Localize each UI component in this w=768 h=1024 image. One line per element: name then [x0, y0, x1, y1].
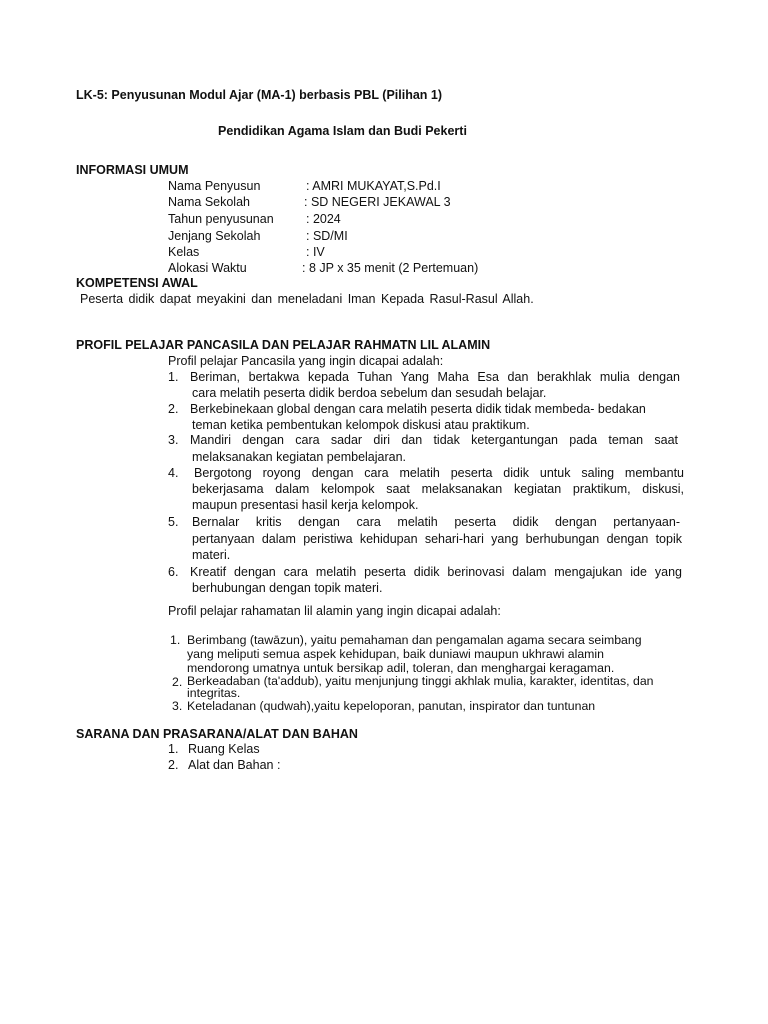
document-title: LK-5: Penyusunan Modul Ajar (MA-1) berbasis PBL (Pilihan 1): [76, 88, 443, 102]
rahmatan-intro: Profil pelajar rahamatan lil alamin yang ingin dicapai adalah:: [168, 604, 501, 618]
kompetensi-awal-text: Peserta didik dapat meyakini dan meneladani Iman Kepada Rasul-Rasul Allah.: [80, 292, 534, 306]
list-item: Ruang Kelas: [188, 742, 260, 756]
info-label: Alokasi Waktu: [168, 261, 247, 275]
list-item-line: Keteladanan (qudwah),yaitu kepeloporan, panutan, inspirator dan tuntunan: [187, 699, 596, 713]
list-item-line: Bergotong royong dengan cara melatih peserta didik untuk saling membantu: [194, 466, 684, 480]
info-value: : SD/MI: [306, 229, 348, 243]
list-item-line: maupun presentasi hasil kerja kelompok.: [192, 498, 419, 512]
list-number: 2.: [172, 675, 183, 689]
list-item-line: Berimbang (tawāzun), yaitu pemahaman dan pengamalan agama secara seimbang: [187, 633, 642, 647]
list-item-line: melaksanakan kegiatan pembelajaran.: [192, 450, 407, 464]
list-item-line: Kreatif dengan cara melatih peserta didik berinovasi dalam mengajukan ide yang: [190, 565, 682, 579]
info-label: Jenjang Sekolah: [168, 229, 261, 243]
list-item-line: mendorong umatnya untuk bersikap adil, toleran, dan menghargai keragaman.: [187, 661, 615, 675]
list-number: 1.: [170, 633, 181, 647]
list-number: 6.: [168, 565, 179, 579]
informasi-umum-heading: INFORMASI UMUM: [76, 163, 189, 177]
list-item-line: Berkebinekaan global dengan cara melatih peserta didik tidak membeda- bedakan: [190, 402, 646, 416]
list-number: 3.: [168, 433, 179, 447]
list-item-line: teman ketika pembentukan kelompok diskusi atau praktikum.: [192, 418, 530, 432]
list-item-line: Beriman, bertakwa kepada Tuhan Yang Maha Esa dan berakhlak mulia dengan: [190, 370, 680, 384]
list-number: 1.: [168, 742, 179, 756]
list-item-line: Berkeadaban (ta'addub), yaitu menjunjung tinggi akhlak mulia, karakter, identitas, dan: [187, 674, 654, 688]
info-label: Nama Penyusun: [168, 179, 261, 193]
subject-title: Pendidikan Agama Islam dan Budi Pekerti: [218, 124, 467, 138]
list-item-line: bekerjasama dalam kelompok saat melaksanakan kegiatan praktikum, diskusi,: [192, 482, 684, 496]
list-item: Alat dan Bahan :: [188, 758, 281, 772]
list-item-line: materi.: [192, 548, 231, 562]
list-item-line: integritas.: [187, 686, 241, 700]
list-item-line: berhubungan dengan topik materi.: [192, 581, 383, 595]
list-item-line: cara melatih peserta didik berdoa sebelum dan sesudah belajar.: [192, 386, 547, 400]
info-label: Kelas: [168, 245, 200, 259]
info-value: : IV: [306, 245, 325, 259]
list-number: 4.: [168, 466, 179, 480]
list-number: 2.: [168, 758, 179, 772]
info-value: : 2024: [306, 212, 341, 226]
kompetensi-awal-heading: KOMPETENSI AWAL: [76, 276, 198, 290]
list-number: 5.: [168, 515, 179, 529]
list-item-line: yang meliputi semua aspek kehidupan, baik duniawi maupun ukhrawi alamin: [187, 647, 604, 661]
info-label: Tahun penyusunan: [168, 212, 274, 226]
list-item-line: Mandiri dengan cara sadar diri dan tidak ketergantungan pada teman saat: [190, 433, 678, 447]
pancasila-intro: Profil pelajar Pancasila yang ingin dicapai adalah:: [168, 354, 444, 368]
list-item-line: Bernalar kritis dengan cara melatih peserta didik dengan pertanyaan-: [192, 515, 680, 529]
profil-heading: PROFIL PELAJAR PANCASILA DAN PELAJAR RAHMATN LIL ALAMIN: [76, 338, 491, 352]
list-number: 2.: [168, 402, 179, 416]
list-number: 1.: [168, 370, 179, 384]
info-value: : 8 JP x 35 menit (2 Pertemuan): [302, 261, 479, 275]
info-label: Nama Sekolah: [168, 195, 250, 209]
info-value: : SD NEGERI JEKAWAL 3: [304, 195, 451, 209]
info-value: : AMRI MUKAYAT,S.Pd.I: [306, 179, 441, 193]
list-number: 3.: [172, 699, 183, 713]
list-item-line: pertanyaan dalam peristiwa kehidupan sehari-hari yang berhubungan dengan topik: [192, 532, 682, 546]
sarana-heading: SARANA DAN PRASARANA/ALAT DAN BAHAN: [76, 727, 358, 741]
